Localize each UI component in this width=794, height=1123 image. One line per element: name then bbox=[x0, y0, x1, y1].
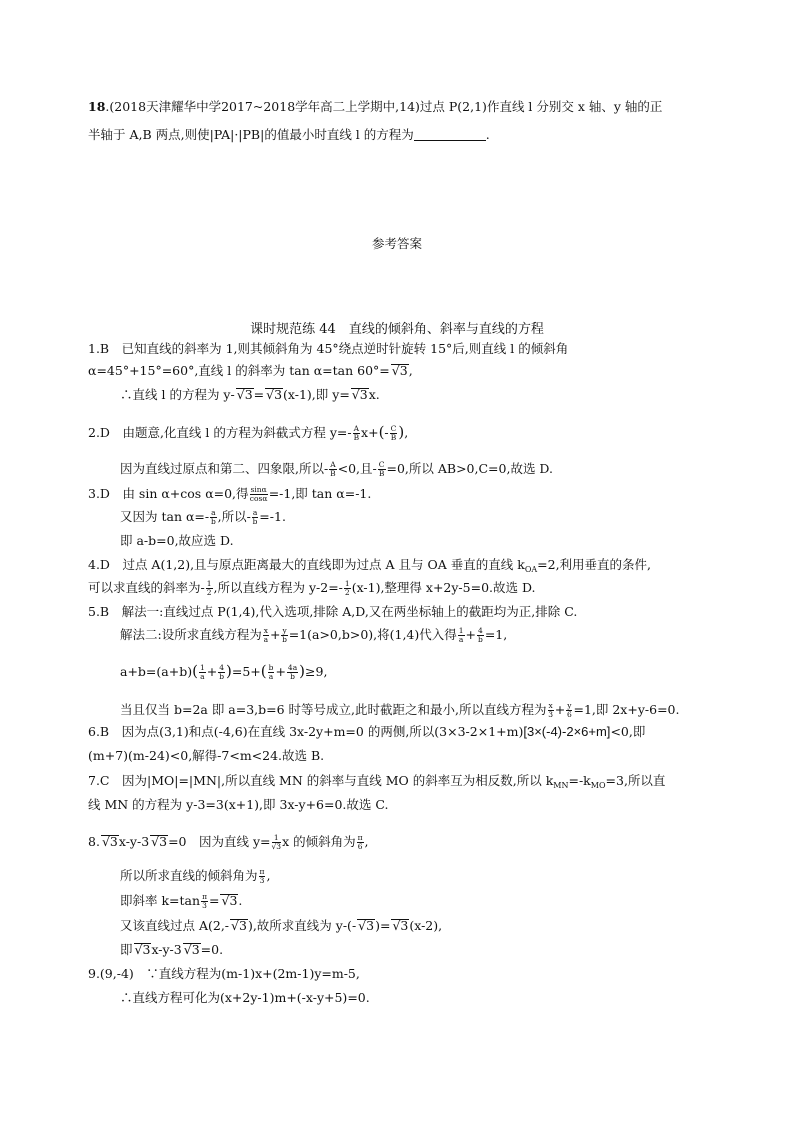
sqrt-3: √ 3 bbox=[391, 364, 409, 377]
sqrt-3: √ 3 bbox=[391, 919, 409, 932]
text: 8. bbox=[88, 834, 100, 849]
subscript: MN bbox=[553, 781, 569, 790]
answer-3-line3: 即 a-b=0,故应选 D. bbox=[120, 533, 234, 548]
numerator: 1 bbox=[344, 579, 350, 588]
answer-6-line2: (m+7)(m-24)<0,解得-7<m<24.故选 B. bbox=[88, 748, 325, 763]
right-paren: ) bbox=[226, 662, 232, 680]
text: 可以求直线的斜率为- bbox=[88, 580, 205, 595]
numerator: a bbox=[211, 508, 216, 517]
text: ≥9, bbox=[305, 664, 328, 679]
text: <0,即 bbox=[610, 724, 646, 739]
sqrt-3: √ 3 bbox=[236, 388, 254, 401]
answer-6-line1 bbox=[88, 724, 645, 740]
period: . bbox=[485, 127, 490, 142]
denominator: 3 bbox=[259, 876, 265, 885]
answer-4-line2 bbox=[88, 580, 536, 597]
text: = bbox=[209, 893, 220, 908]
answer-8-line4 bbox=[120, 918, 442, 934]
denominator: 3 bbox=[202, 901, 207, 910]
text: + bbox=[554, 702, 566, 717]
section-title: 课时规范练 44 直线的倾斜角、斜率与直线的方程 bbox=[250, 322, 544, 337]
fraction bbox=[329, 461, 336, 478]
text: =2,利用垂直的条件, bbox=[537, 557, 652, 572]
fraction bbox=[287, 664, 298, 681]
denominator: a bbox=[200, 672, 205, 681]
fraction bbox=[259, 868, 266, 885]
answer-5-line2 bbox=[120, 627, 507, 644]
fraction bbox=[281, 627, 287, 644]
text: =0. bbox=[200, 942, 224, 957]
text: , bbox=[364, 834, 369, 849]
text: 所以所求直线的倾斜角为 bbox=[120, 868, 258, 883]
answer-8-line2 bbox=[120, 868, 270, 885]
text: 7.C 因为|MO|=|MN|,所以直线 MN 的斜率与直线 MO 的斜率互为相反数,所以 k bbox=[88, 773, 554, 788]
sqrt-3: √ 3 bbox=[101, 835, 119, 848]
numerator: A bbox=[330, 460, 336, 469]
fraction bbox=[390, 425, 398, 442]
numerator: a bbox=[252, 508, 258, 517]
text: a+b=(a+b) bbox=[120, 664, 193, 679]
text: x. bbox=[368, 387, 380, 402]
sqrt-3: √ 3 bbox=[220, 894, 238, 907]
text: =1, bbox=[484, 627, 508, 642]
sqrt-3: √ 3 bbox=[265, 388, 283, 401]
text: 6.B 因为点(3,1)和点(-4,6)在直线 3x-2y+m=0 的两侧,所以(3×3-2×1+m) bbox=[88, 724, 524, 739]
text: ),故所求直线为 y-(- bbox=[247, 918, 357, 933]
answer-2-line1: 2.D 由题意,化直线 l 的方程为斜截式方程 y=- $\frac{A}{B}$ x+(- $\frac{C}{B}$ ), bbox=[88, 423, 409, 442]
text: (x-1),即 y= bbox=[283, 387, 350, 402]
numerator: 1 bbox=[272, 834, 282, 843]
numerator: 4 bbox=[219, 663, 224, 672]
text: 又因为 tan α=- bbox=[120, 509, 210, 524]
subscript: OA bbox=[524, 565, 538, 574]
answer-3-line2 bbox=[120, 509, 286, 526]
fraction bbox=[268, 664, 275, 681]
fraction bbox=[250, 486, 268, 503]
answer-8-line3 bbox=[120, 893, 242, 910]
text: [3×(-4)-2×6+m] bbox=[523, 724, 611, 739]
text: =1(a>0,b>0),将(1,4)代入得 bbox=[288, 627, 457, 642]
numerator: x bbox=[263, 626, 268, 635]
text: 4.D 过点 A(1,2),且与原点距离最大的直线即为过点 A 且与 OA 垂直的直线 k bbox=[88, 557, 525, 572]
denominator: 6 bbox=[357, 842, 363, 851]
text: x+ bbox=[361, 425, 379, 440]
sqrt-3: √ 3 bbox=[150, 835, 168, 848]
denominator: B bbox=[390, 433, 397, 442]
sqrt-3: √ 3 bbox=[357, 919, 375, 932]
text: =3,所以直 bbox=[605, 773, 666, 788]
answer-1-line2 bbox=[88, 363, 413, 379]
numerator: π bbox=[357, 833, 363, 842]
denominator: B bbox=[353, 433, 360, 442]
text: 当且仅当 b=2a 即 a=3,b=6 时等号成立,此时截距之和最小,所以直线方程为 bbox=[120, 702, 547, 717]
denominator: a bbox=[268, 672, 274, 681]
text: x 的倾斜角为 bbox=[282, 834, 356, 849]
answer-7-line2: 线 MN 的方程为 y-3=3(x+1),即 3x-y+6=0.故选 C. bbox=[88, 797, 389, 812]
left-paren: ( bbox=[260, 662, 267, 680]
denominator: B bbox=[378, 469, 385, 478]
text: , bbox=[404, 425, 409, 440]
numerator: 4 bbox=[478, 626, 483, 635]
denominator: b bbox=[252, 517, 258, 526]
text: =1,即 2x+y-6=0. bbox=[573, 702, 680, 717]
text: 即 bbox=[120, 942, 133, 957]
fraction bbox=[566, 702, 572, 719]
text: + bbox=[269, 627, 281, 642]
denominator: B bbox=[330, 469, 336, 478]
denominator: b bbox=[290, 672, 295, 681]
answer-5-line4 bbox=[120, 702, 679, 719]
answer-7-line1 bbox=[88, 773, 665, 794]
fraction bbox=[477, 627, 484, 644]
question-18 bbox=[88, 99, 708, 115]
numerator: y bbox=[282, 626, 287, 635]
denominator: 3 bbox=[548, 710, 554, 719]
fraction bbox=[263, 627, 269, 644]
text: 因为直线过原点和第二、四象限,所以- bbox=[120, 461, 329, 476]
sqrt-3: √ 3 bbox=[351, 388, 369, 401]
text: <0,且- bbox=[337, 461, 377, 476]
left-paren: ( bbox=[378, 423, 385, 441]
numerator: 1 bbox=[199, 663, 205, 672]
numerator: x bbox=[548, 701, 553, 710]
question-18-line2 bbox=[88, 127, 490, 143]
text: ,所以- bbox=[217, 509, 251, 524]
denominator: √ 3 bbox=[272, 843, 282, 851]
fraction bbox=[272, 834, 282, 851]
numerator: y bbox=[567, 701, 572, 710]
text: =-1,即 tan α=-1. bbox=[268, 486, 372, 501]
text: =0 因为直线 y= bbox=[168, 834, 271, 849]
text: )= bbox=[375, 918, 391, 933]
fraction bbox=[218, 664, 225, 681]
numerator: C bbox=[378, 460, 385, 469]
denominator: b bbox=[210, 517, 216, 526]
fraction bbox=[252, 509, 258, 526]
answer-1-line3 bbox=[120, 387, 380, 403]
numerator: C bbox=[390, 424, 397, 433]
answer-3-line1 bbox=[88, 486, 371, 503]
numerator: 4a bbox=[287, 663, 298, 672]
fraction bbox=[548, 702, 554, 719]
text: ,所以直线方程为 y-2=- bbox=[213, 580, 343, 595]
fraction bbox=[357, 834, 364, 851]
answer-4-line1 bbox=[88, 557, 651, 578]
denominator: a bbox=[458, 635, 464, 644]
left-paren: ( bbox=[192, 662, 198, 680]
numerator: sinα bbox=[250, 485, 267, 494]
denominator: a bbox=[263, 635, 269, 644]
denominator: b bbox=[478, 635, 483, 644]
denominator: b bbox=[219, 672, 225, 681]
answer-8-line1 bbox=[88, 834, 369, 851]
answer-blank[interactable] bbox=[414, 128, 486, 141]
fraction bbox=[344, 580, 351, 597]
numerator: 1 bbox=[458, 626, 464, 635]
text: =0,所以 AB>0,C=0,故选 D. bbox=[386, 461, 553, 476]
text: . bbox=[238, 893, 243, 908]
text: = bbox=[253, 387, 265, 402]
numerator: 1 bbox=[206, 579, 212, 588]
subscript: MO bbox=[590, 781, 606, 790]
question-text-line1: .(2018天津耀华中学2017~2018学年高二上学期中,14)过点 P(2,1)作直线 l 分别交 x 轴、y 轴的正 bbox=[105, 99, 663, 114]
fraction bbox=[210, 509, 216, 526]
text: x-y-3 bbox=[118, 834, 150, 849]
numerator: π bbox=[202, 892, 207, 901]
text: + bbox=[465, 627, 477, 642]
fraction bbox=[199, 664, 206, 681]
answer-key-title: 参考答案 bbox=[371, 236, 422, 251]
denominator: 2 bbox=[344, 588, 350, 597]
denominator: cosα bbox=[249, 494, 268, 503]
text: , bbox=[408, 363, 413, 378]
text: , bbox=[266, 868, 271, 883]
text: 即斜率 k=tan bbox=[120, 893, 201, 908]
text: x-y-3 bbox=[151, 942, 182, 957]
text: =-k bbox=[568, 773, 591, 788]
denominator: 2 bbox=[206, 588, 212, 597]
text: ∴直线 l 的方程为 y- bbox=[120, 387, 235, 402]
question-text-line2: 半轴于 A,B 两点,则使|PA|·|PB|的值最小时直线 l 的方程为 bbox=[88, 127, 414, 142]
text: 又该直线过点 A(2,- bbox=[120, 918, 230, 933]
answer-9-line2: ∴直线方程可化为(x+2y-1)m+(-x-y+5)=0. bbox=[120, 990, 370, 1005]
answer-5-line1: 5.B 解法一:直线过点 P(1,4),代入选项,排除 A,D,又在两坐标轴上的截距均为正,排除 C. bbox=[88, 604, 578, 619]
numerator: A bbox=[353, 424, 360, 433]
text: (x-2), bbox=[409, 918, 443, 933]
text: =5+ bbox=[231, 664, 261, 679]
text: 2.D 由题意,化直线 l 的方程为斜截式方程 y=- bbox=[88, 425, 352, 440]
question-number: 18 bbox=[88, 99, 106, 114]
denominator: 6 bbox=[566, 710, 572, 719]
fraction bbox=[353, 425, 360, 442]
text: =-1. bbox=[259, 509, 286, 524]
text: (x-1),整理得 x+2y-5=0.故选 D. bbox=[351, 580, 536, 595]
answer-8-line5 bbox=[120, 942, 223, 958]
fraction bbox=[458, 627, 465, 644]
sqrt-3: √ 3 bbox=[134, 943, 152, 956]
sqrt-3: √ 3 bbox=[183, 943, 201, 956]
numerator: π bbox=[259, 867, 265, 876]
fraction bbox=[206, 580, 213, 597]
fraction bbox=[378, 461, 386, 478]
sqrt-3: √ 3 bbox=[230, 919, 248, 932]
numerator: b bbox=[268, 663, 274, 672]
answer-5-line3: a+b=(a+b)( $\frac{1}{a}$ + $\frac{4}{b}$ )=5+( $\frac{b}{a}$ + $\frac{4a}{b}$ )≥9, bbox=[120, 662, 328, 681]
answer-9-line1: 9.(9,-4) ∵直线方程为(m-1)x+(2m-1)y=m-5, bbox=[88, 966, 360, 981]
answer-2-line2 bbox=[120, 461, 553, 478]
right-paren: ) bbox=[398, 423, 405, 441]
denominator: b bbox=[282, 635, 287, 644]
fraction bbox=[201, 893, 208, 910]
right-paren: ) bbox=[299, 662, 306, 680]
text: 解法二:设所求直线方程为 bbox=[120, 627, 262, 642]
text: 3.D 由 sin α+cos α=0,得 bbox=[88, 486, 249, 501]
answer-1-line1: 1.B 已知直线的斜率为 1,则其倾斜角为 45°绕点逆时针旋转 15°后,则直线 l 的倾斜角 bbox=[88, 341, 569, 356]
text: α=45°+15°=60°,直线 l 的斜率为 tan α=tan 60°= bbox=[88, 363, 390, 378]
